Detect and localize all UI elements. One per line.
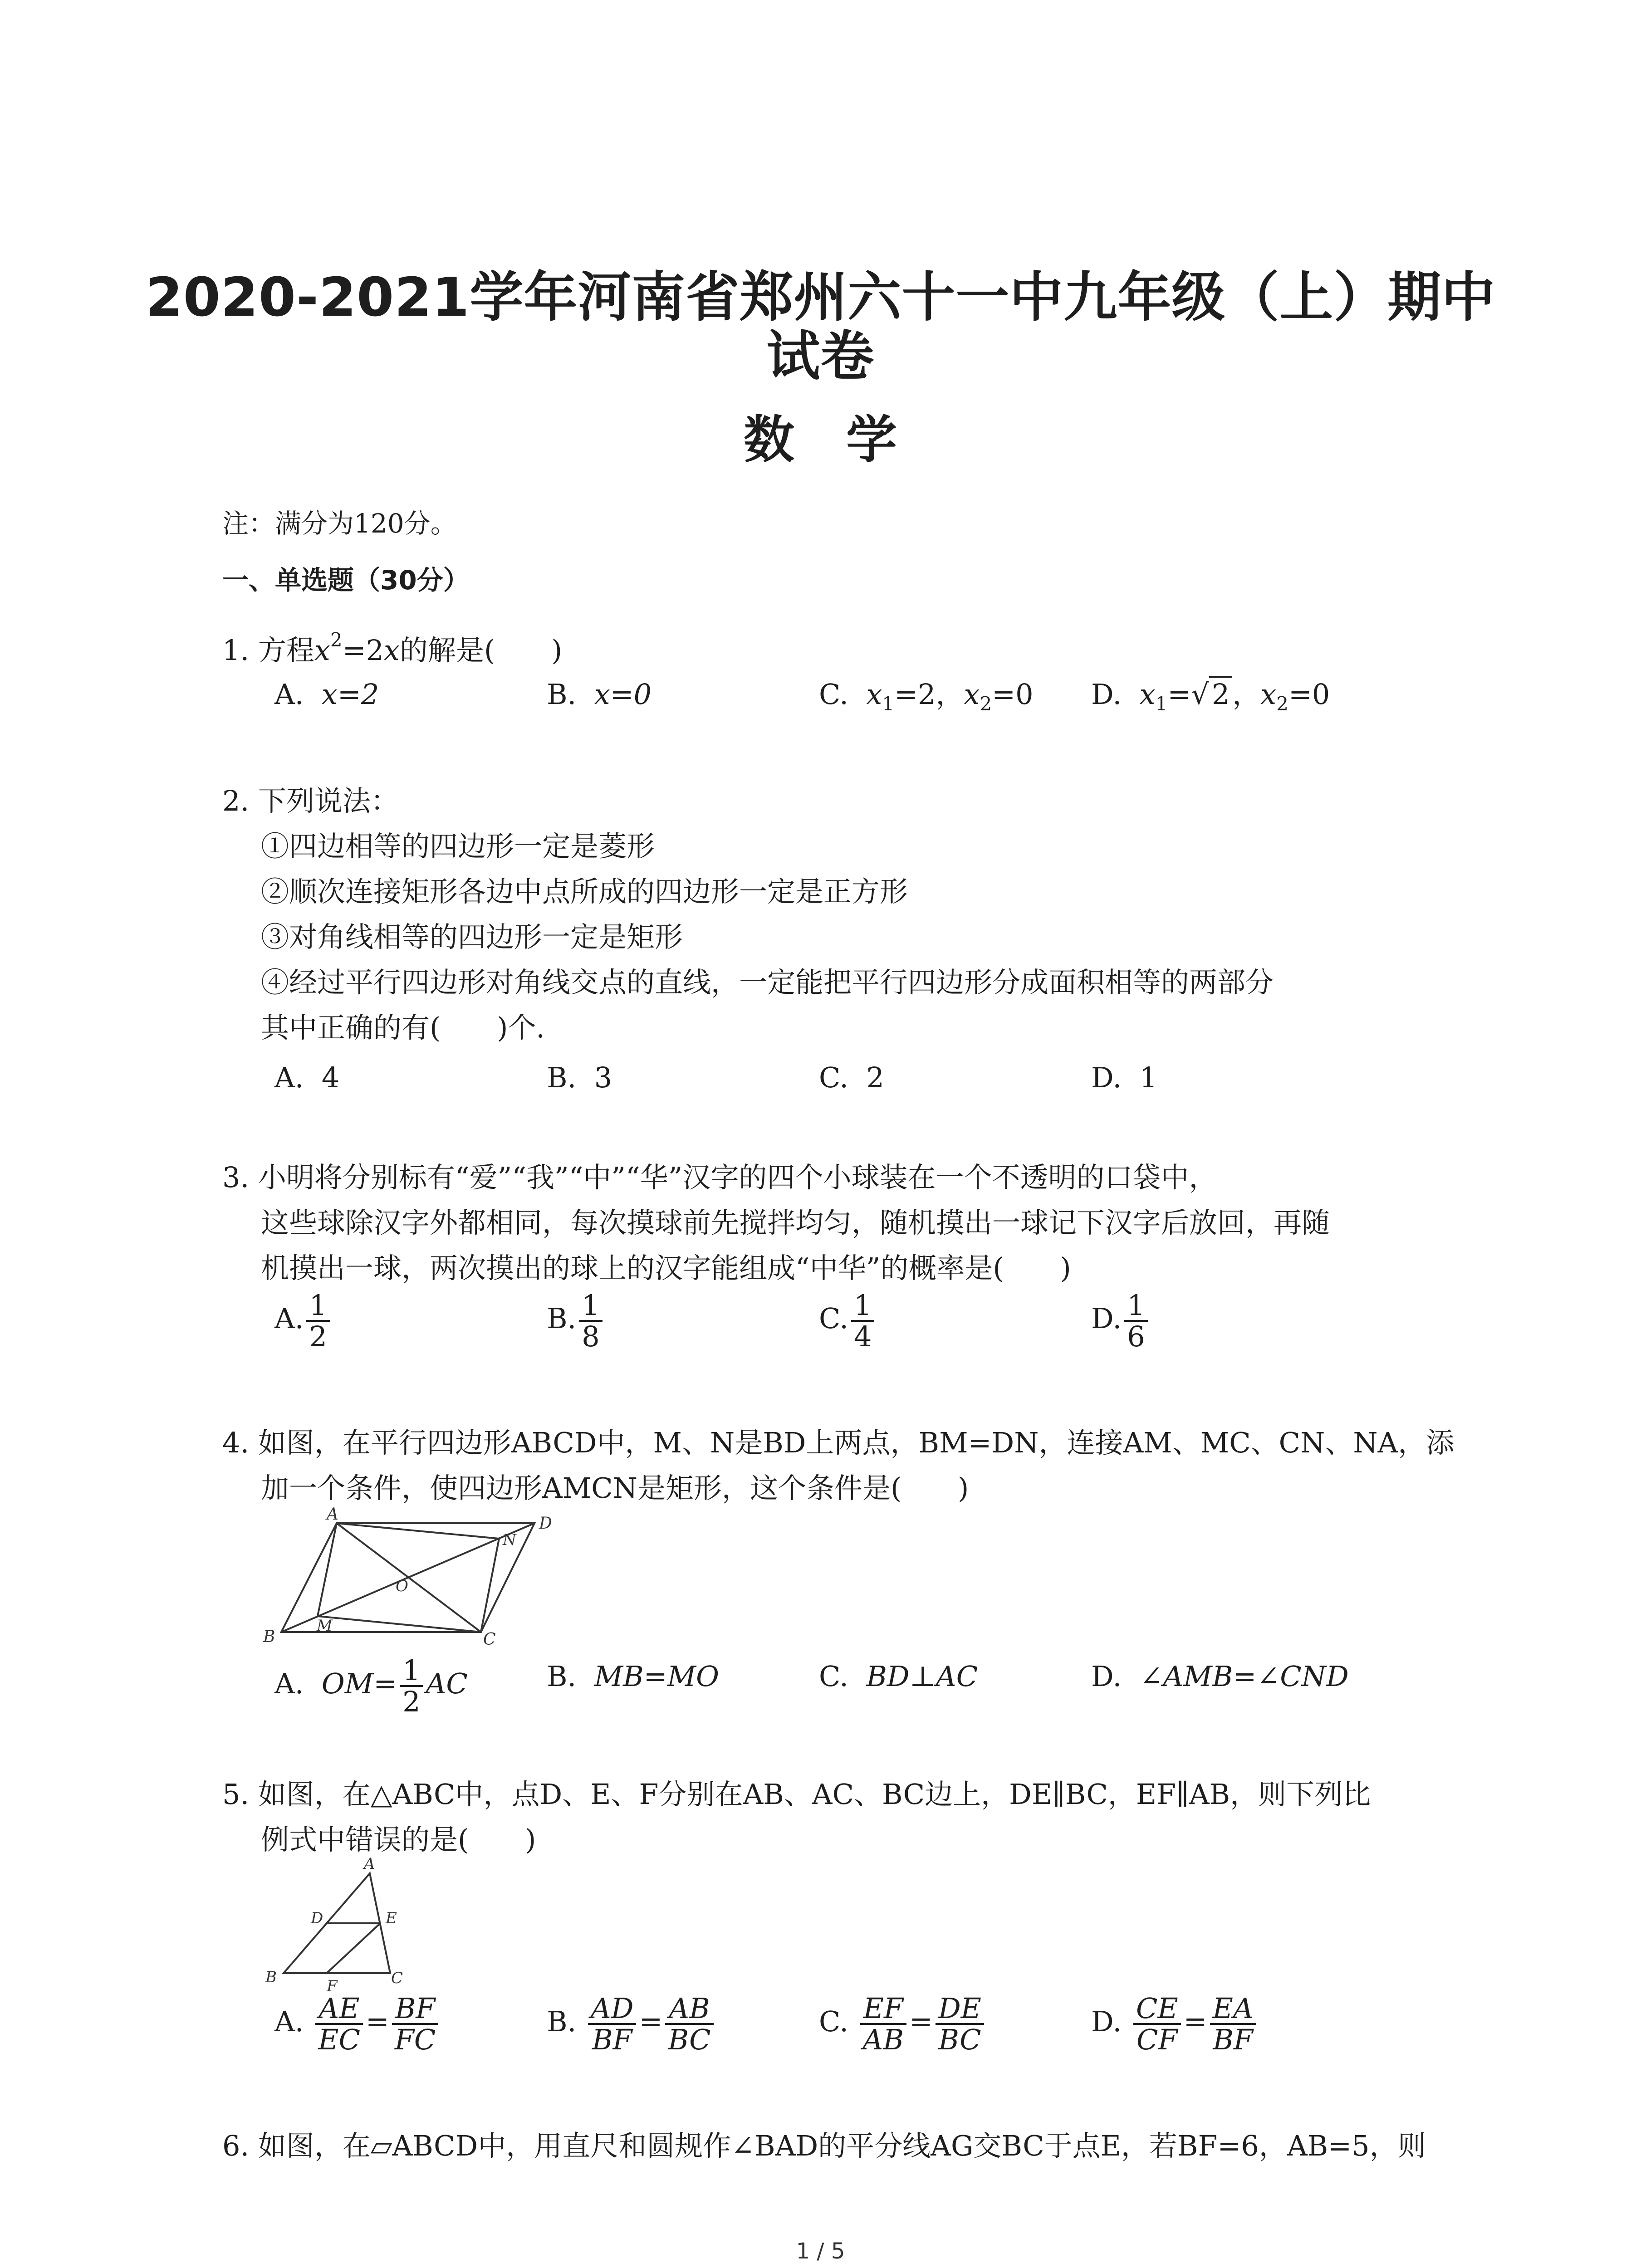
point-label-d: D <box>311 1909 323 1927</box>
section-heading: 一、单选题（30分） <box>222 565 470 596</box>
question-5-option-d: D. $\frac{CE}{CF}$ = $\frac{EA}{BF}$ <box>1091 1994 1259 2054</box>
question-4-option-d: D. ∠AMB=∠CND <box>1091 1660 1349 1693</box>
question-3-stem-line2: 这些球除汉字外都相同，每次摸球前先搅拌均匀，随机摸出一球记下汉字后放回，再随 <box>261 1206 1330 1239</box>
question-3-option-d: D. $\frac{1}{6}$ <box>1091 1290 1151 1351</box>
vertex-label-b: B <box>263 1628 275 1646</box>
vertex-label-a: A <box>364 1855 375 1873</box>
question-3-option-c: C. $\frac{1}{4}$ <box>819 1290 877 1351</box>
question-4-stem-line1: 4. 如图，在平行四边形ABCD中，M、N是BD上两点，BM=DN，连接AM、MC、CN、NA，添 <box>222 1426 1455 1459</box>
point-label-f: F <box>327 1977 338 1995</box>
question-4-stem-line2: 加一个条件，使四边形AMCN是矩形，这个条件是( ) <box>261 1471 969 1505</box>
vertex-label-d: D <box>539 1514 552 1533</box>
question-2-statement-4: ④经过平行四边形对角线交点的直线，一定能把平行四边形分成面积相等的两部分 <box>261 966 1274 999</box>
segment-ef <box>327 1923 380 1973</box>
question-2-statement-3: ③对角线相等的四边形一定是矩形 <box>261 920 683 953</box>
question-1-option-a: A. x=2 <box>274 678 379 711</box>
question-2-option-a: A. 4 <box>274 1061 340 1094</box>
question-5-stem-line1: 5. 如图，在△ABC中，点D、E、F分别在AB、AC、BC边上，DE∥BC，EF∥AB，则下列比 <box>222 1778 1371 1811</box>
question-5-option-c: C. $\frac{EF}{AB}$ = $\frac{DE}{BC}$ <box>819 1994 987 2054</box>
point-label-m: M <box>317 1617 333 1635</box>
question-1-option-d: D. $x_1=√2$，$x_2=0$ <box>1091 680 1330 714</box>
question-2-option-d: D. 1 <box>1091 1061 1158 1094</box>
point-label-n: N <box>503 1531 516 1549</box>
question-3-stem-line3: 机摸出一球，两次摸出的球上的汉字能组成“中华”的概率是( ) <box>261 1251 1071 1285</box>
question-3-option-a: A. $\frac{1}{2}$ <box>274 1290 333 1351</box>
question-3-stem-line1: 3. 小明将分别标有“爱”“我”“中”“华”汉字的四个小球装在一个不透明的口袋中， <box>222 1161 1217 1194</box>
question-6-stem-line1: 6. 如图，在▱ABCD中，用直尺和圆规作∠BAD的平分线AG交BC于点E，若BF=6，AB=5，则 <box>222 2129 1426 2162</box>
exam-title-line1: 2020-2021学年河南省郑州六十一中九年级（上）期中 <box>145 266 1496 328</box>
question-2-tail: 其中正确的有( )个. <box>261 1011 545 1044</box>
question-4-option-a: A. OM= $\frac{1}{2}$ AC <box>274 1654 468 1719</box>
triangle-figure <box>259 1855 422 2005</box>
point-label-e: E <box>386 1909 397 1927</box>
question-2-stem: 2. 下列说法： <box>222 784 399 817</box>
question-1-option-c: C. $x_1=2$，$x_2=0$ <box>819 678 1034 715</box>
page-number: 1 / 5 <box>796 2239 845 2264</box>
question-5-stem-line2: 例式中错误的是( ) <box>261 1823 536 1856</box>
subject-heading: 数 学 <box>744 411 897 469</box>
question-3-option-b: B. $\frac{1}{8}$ <box>547 1290 605 1351</box>
question-4-option-b: B. MB=MO <box>547 1660 720 1693</box>
question-4-option-c: C. BD⊥AC <box>819 1660 978 1693</box>
question-1-option-b: B. x=0 <box>547 678 652 711</box>
score-note: 注：满分为120分。 <box>222 508 457 539</box>
question-1-stem: 1. 方程$x^2=2x$的解是( ) <box>222 629 563 667</box>
question-2-option-b: B. 3 <box>547 1061 612 1094</box>
vertex-label-a: A <box>327 1506 338 1524</box>
vertex-label-c: C <box>483 1630 496 1647</box>
question-5-option-b: B. $\frac{AD}{BF}$ = $\frac{AB}{BC}$ <box>547 1994 716 2054</box>
question-2-statement-2: ②顺次连接矩形各边中点所成的四边形一定是正方形 <box>261 875 908 908</box>
question-2-statement-1: ①四边相等的四边形一定是菱形 <box>261 830 655 863</box>
sqrt-sign-icon: √ <box>1191 678 1209 711</box>
point-label-o: O <box>396 1577 408 1595</box>
question-2-option-c: C. 2 <box>819 1061 884 1094</box>
parallelogram-figure <box>259 1506 585 1647</box>
exam-title-line2: 试卷 <box>766 325 875 387</box>
vertex-label-c: C <box>391 1969 403 1987</box>
question-5-option-a: A. $\frac{AE}{EC}$ = $\frac{BF}{FC}$ <box>274 1994 441 2054</box>
vertex-label-b: B <box>265 1968 277 1986</box>
